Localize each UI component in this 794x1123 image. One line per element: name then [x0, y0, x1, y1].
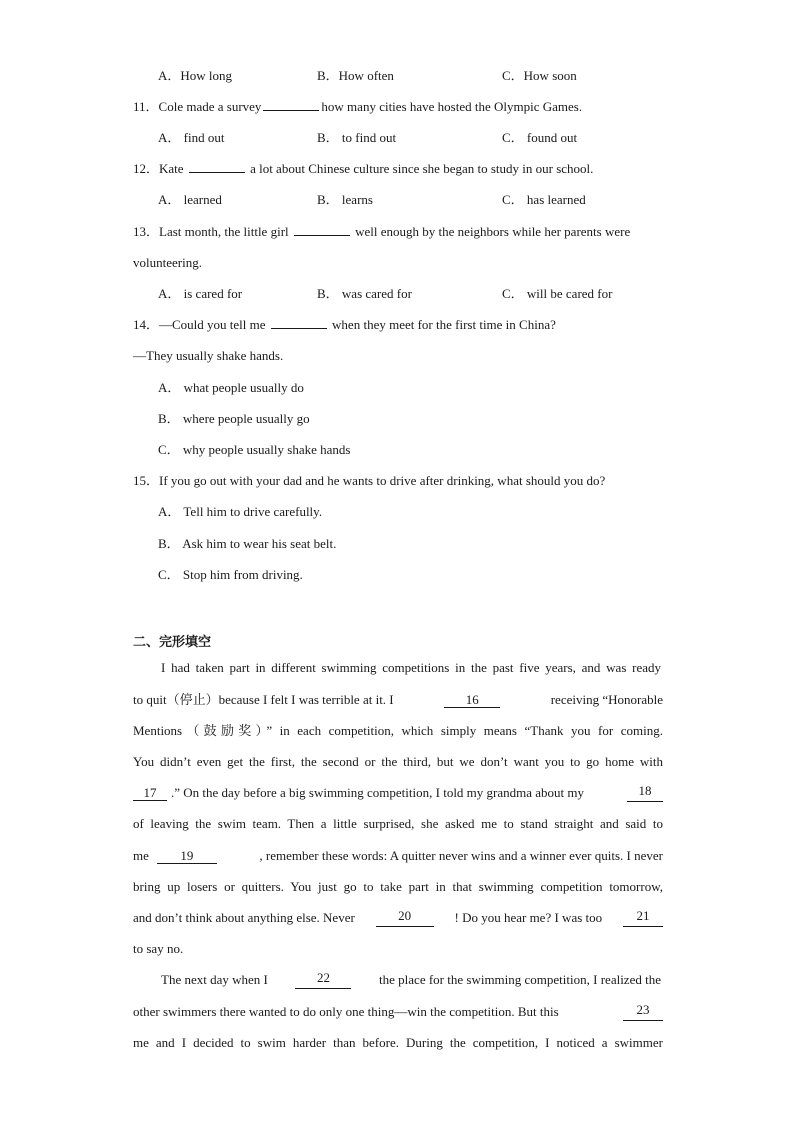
blank-18: 18: [627, 784, 663, 802]
q13-option-b: B． was cared for: [317, 286, 412, 301]
blank-16: 16: [444, 693, 500, 708]
q15-option-c: C． Stop him from driving.: [158, 567, 303, 582]
section-heading-cloze: 二、完形填空: [133, 635, 212, 650]
q12-option-b: B． learns: [317, 192, 373, 207]
q12-stem: 12．Kate a lot about Chinese culture since she began to study in our school.: [133, 161, 594, 176]
q10-option-a: A．How long: [158, 68, 233, 83]
q14-stem: 14．—Could you tell me when they meet for the first time in China?: [133, 317, 556, 332]
blank-23: 23: [623, 1003, 663, 1021]
q15-stem: 15．If you go out with your dad and he wants to drive after drinking, what should you do?: [133, 473, 606, 488]
passage-line-2: to quit（停止）because I felt I was terrible at it. I 16 receiving “Honorable: [133, 692, 663, 707]
passage-line-1: I had taken part in different swimming competitions in the past five years, and was ready: [161, 660, 661, 675]
passage-line-6: of leaving the swim team. Then a little surprised, she asked me to stand straight and said to: [133, 816, 663, 831]
passage-line-13: me and I decided to swim harder than before. During the competition, I noticed a swimmer: [133, 1035, 663, 1050]
q12-option-c: C． has learned: [502, 192, 586, 207]
q14-reply: —They usually shake hands.: [133, 348, 284, 363]
blank-22: 22: [295, 971, 351, 989]
passage-line-4: You didn’t even get the first, the second or the third, but we don’t want you to go home with: [133, 754, 663, 769]
passage-line-7: me 19 , remember these words: A quitter never wins and a winner ever quits. I never: [133, 848, 663, 863]
q10-option-c: C．How soon: [502, 68, 577, 83]
q13-stem-continued: volunteering.: [133, 255, 202, 270]
q13-option-a: A． is cared for: [158, 286, 243, 301]
q14-option-b: B． where people usually go: [158, 411, 310, 426]
q13-option-c: C． will be cared for: [502, 286, 613, 301]
passage-line-10: to say no.: [133, 941, 184, 956]
blank-20: 20: [376, 909, 434, 927]
passage-line-9: and don’t think about anything else. Never 20 ! Do you hear me? I was too 21: [133, 909, 663, 927]
q13-blank: [294, 223, 350, 236]
passage-line-3: Mentions（鼓励奖）” in each competition, which simply means “Thank you for coming.: [133, 723, 663, 738]
q11-option-a: A． find out: [158, 130, 225, 145]
blank-19: 19: [157, 849, 217, 864]
q10-option-b: B．How often: [317, 68, 394, 83]
q11-number: 11．: [133, 99, 159, 114]
q14-option-c: C． why people usually shake hands: [158, 442, 351, 457]
q11-option-c: C． found out: [502, 130, 578, 145]
q15-option-b: B． Ask him to wear his seat belt.: [158, 536, 337, 551]
q11-option-b: B． to find out: [317, 130, 397, 145]
q15-option-a: A． Tell him to drive carefully.: [158, 504, 323, 519]
passage-line-11: The next day when I 22 the place for the swimming competition, I realized the: [161, 970, 661, 987]
blank-17: 17: [133, 786, 167, 801]
passage-line-5: 17 .” On the day before a big swimming competition, I told my grandma about my 18: [133, 784, 663, 802]
q12-blank: [189, 160, 245, 173]
q11-blank: [263, 98, 319, 111]
q12-option-a: A． learned: [158, 192, 222, 207]
blank-21: 21: [623, 909, 663, 927]
passage-line-12: other swimmers there wanted to do only one thing—win the competition. But this 23: [133, 1003, 663, 1021]
q14-blank: [271, 316, 327, 329]
q11-stem: 11．Cole made a survey how many cities have hosted the Olympic Games.: [133, 99, 583, 114]
passage-line-8: bring up losers or quitters. You just go to take part in that swimming competition tomorrow,: [133, 879, 663, 894]
q13-stem: 13．Last month, the little girl well enough by the neighbors while her parents were: [133, 224, 631, 239]
q14-option-a: A． what people usually do: [158, 380, 304, 395]
